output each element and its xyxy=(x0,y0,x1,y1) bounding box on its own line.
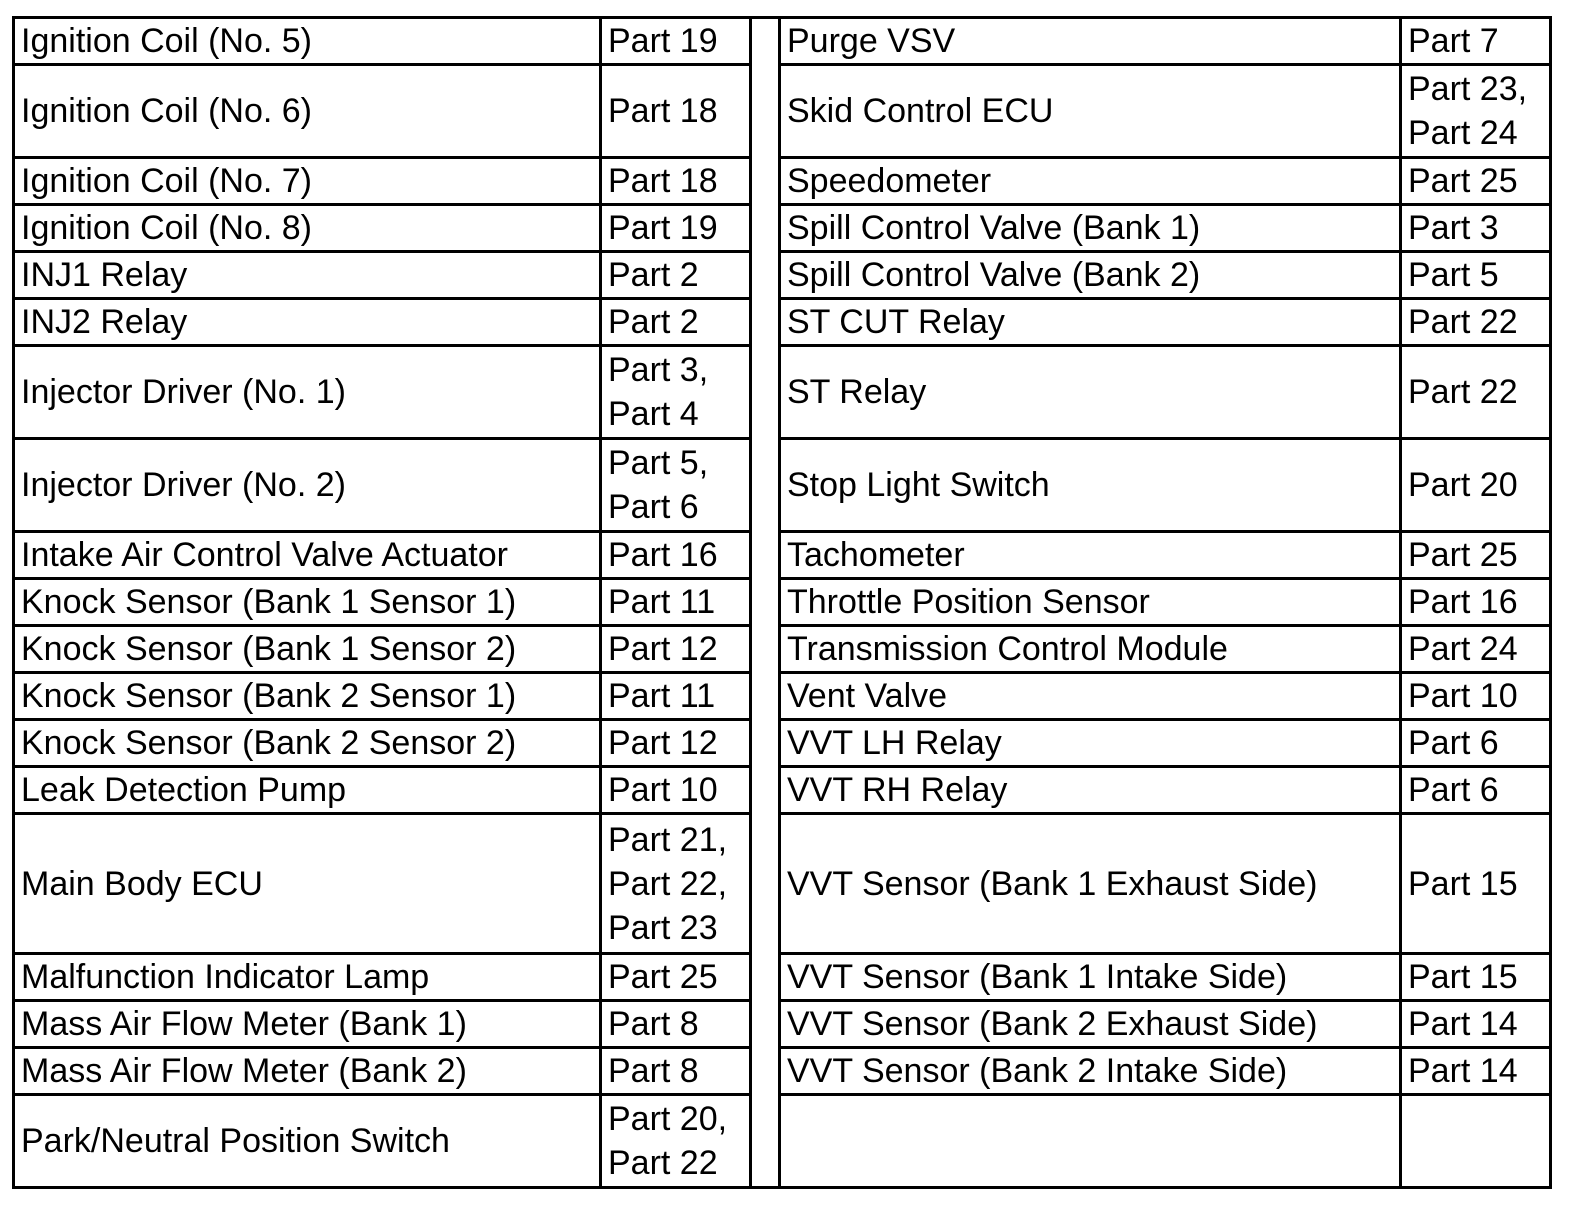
left-part-reference-cell: Part 18 xyxy=(601,158,751,205)
left-part-reference-cell: Part 18 xyxy=(601,65,751,158)
column-gap-cell xyxy=(751,299,780,346)
right-component-name-cell: Spill Control Valve (Bank 1) xyxy=(780,205,1401,252)
column-gap-cell xyxy=(751,954,780,1001)
right-part-reference-cell: Part 5 xyxy=(1401,252,1551,299)
left-component-name-cell: Intake Air Control Valve Actuator xyxy=(14,532,601,579)
left-component-name-cell: Injector Driver (No. 1) xyxy=(14,346,601,439)
left-component-name-cell: Mass Air Flow Meter (Bank 1) xyxy=(14,1001,601,1048)
left-part-reference-cell: Part 3, Part 4 xyxy=(601,346,751,439)
right-part-reference-cell: Part 14 xyxy=(1401,1001,1551,1048)
table-row xyxy=(14,673,1551,720)
table-row xyxy=(14,205,1551,252)
right-component-name-cell: Tachometer xyxy=(780,532,1401,579)
left-component-name-cell: Knock Sensor (Bank 1 Sensor 2) xyxy=(14,626,601,673)
right-part-reference-cell: Part 23, Part 24 xyxy=(1401,65,1551,158)
column-gap-cell xyxy=(751,673,780,720)
table-row xyxy=(14,65,1551,158)
right-part-reference-cell: Part 15 xyxy=(1401,814,1551,954)
right-part-reference-cell: Part 7 xyxy=(1401,18,1551,65)
left-part-reference-cell: Part 10 xyxy=(601,767,751,814)
right-component-name-cell: Transmission Control Module xyxy=(780,626,1401,673)
right-part-reference-cell: Part 22 xyxy=(1401,299,1551,346)
left-component-name-cell: Ignition Coil (No. 8) xyxy=(14,205,601,252)
right-component-name-cell: VVT Sensor (Bank 1 Exhaust Side) xyxy=(780,814,1401,954)
column-gap-cell xyxy=(751,767,780,814)
right-component-name-cell: VVT Sensor (Bank 2 Intake Side) xyxy=(780,1048,1401,1095)
left-component-name-cell: Malfunction Indicator Lamp xyxy=(14,954,601,1001)
right-component-name-cell: Stop Light Switch xyxy=(780,439,1401,532)
left-component-name-cell: Park/Neutral Position Switch xyxy=(14,1095,601,1188)
left-component-name-cell: Knock Sensor (Bank 2 Sensor 2) xyxy=(14,720,601,767)
right-part-reference-cell xyxy=(1401,1095,1551,1188)
column-gap-cell xyxy=(751,814,780,954)
left-part-reference-cell: Part 12 xyxy=(601,626,751,673)
left-component-name-cell: Knock Sensor (Bank 1 Sensor 1) xyxy=(14,579,601,626)
left-component-name-cell: Ignition Coil (No. 6) xyxy=(14,65,601,158)
table-row xyxy=(14,532,1551,579)
left-part-reference-cell: Part 19 xyxy=(601,18,751,65)
table-row xyxy=(14,1048,1551,1095)
right-component-name-cell xyxy=(780,1095,1401,1188)
column-gap-cell xyxy=(751,65,780,158)
table-row xyxy=(14,814,1551,954)
right-component-name-cell: Throttle Position Sensor xyxy=(780,579,1401,626)
table-row xyxy=(14,720,1551,767)
column-gap-cell xyxy=(751,18,780,65)
left-part-reference-cell: Part 20, Part 22 xyxy=(601,1095,751,1188)
right-component-name-cell: VVT Sensor (Bank 2 Exhaust Side) xyxy=(780,1001,1401,1048)
column-gap-cell xyxy=(751,626,780,673)
left-component-name-cell: Knock Sensor (Bank 2 Sensor 1) xyxy=(14,673,601,720)
column-gap-cell xyxy=(751,579,780,626)
right-part-reference-cell: Part 25 xyxy=(1401,158,1551,205)
left-component-name-cell: Main Body ECU xyxy=(14,814,601,954)
column-gap-cell xyxy=(751,1095,780,1188)
right-component-name-cell: VVT RH Relay xyxy=(780,767,1401,814)
right-component-name-cell: Speedometer xyxy=(780,158,1401,205)
column-gap-cell xyxy=(751,158,780,205)
left-component-name-cell: Leak Detection Pump xyxy=(14,767,601,814)
table-row xyxy=(14,954,1551,1001)
right-part-reference-cell: Part 3 xyxy=(1401,205,1551,252)
right-component-name-cell: Spill Control Valve (Bank 2) xyxy=(780,252,1401,299)
left-part-reference-cell: Part 2 xyxy=(601,252,751,299)
table-row xyxy=(14,346,1551,439)
column-gap-cell xyxy=(751,439,780,532)
right-part-reference-cell: Part 22 xyxy=(1401,346,1551,439)
right-component-name-cell: VVT LH Relay xyxy=(780,720,1401,767)
right-part-reference-cell: Part 10 xyxy=(1401,673,1551,720)
left-part-reference-cell: Part 19 xyxy=(601,205,751,252)
left-component-name-cell: Ignition Coil (No. 5) xyxy=(14,18,601,65)
right-component-name-cell: Skid Control ECU xyxy=(780,65,1401,158)
table-row xyxy=(14,158,1551,205)
column-gap-cell xyxy=(751,720,780,767)
right-part-reference-cell: Part 6 xyxy=(1401,720,1551,767)
column-gap-cell xyxy=(751,346,780,439)
right-part-reference-cell: Part 24 xyxy=(1401,626,1551,673)
right-part-reference-cell: Part 15 xyxy=(1401,954,1551,1001)
right-component-name-cell: VVT Sensor (Bank 1 Intake Side) xyxy=(780,954,1401,1001)
right-component-name-cell: Vent Valve xyxy=(780,673,1401,720)
left-part-reference-cell: Part 8 xyxy=(601,1048,751,1095)
table-row xyxy=(14,626,1551,673)
right-part-reference-cell: Part 20 xyxy=(1401,439,1551,532)
right-part-reference-cell: Part 14 xyxy=(1401,1048,1551,1095)
table-row xyxy=(14,1095,1551,1188)
left-component-name-cell: Injector Driver (No. 2) xyxy=(14,439,601,532)
left-component-name-cell: Ignition Coil (No. 7) xyxy=(14,158,601,205)
column-gap-cell xyxy=(751,1001,780,1048)
table-row xyxy=(14,299,1551,346)
right-component-name-cell: ST CUT Relay xyxy=(780,299,1401,346)
right-component-name-cell: ST Relay xyxy=(780,346,1401,439)
table-row xyxy=(14,252,1551,299)
left-part-reference-cell: Part 5, Part 6 xyxy=(601,439,751,532)
table-body xyxy=(14,18,1551,1188)
left-part-reference-cell: Part 11 xyxy=(601,579,751,626)
table-row xyxy=(14,18,1551,65)
left-part-reference-cell: Part 12 xyxy=(601,720,751,767)
column-gap-cell xyxy=(751,252,780,299)
left-part-reference-cell: Part 21, Part 22, Part 23 xyxy=(601,814,751,954)
table-row xyxy=(14,767,1551,814)
left-part-reference-cell: Part 2 xyxy=(601,299,751,346)
left-component-name-cell: INJ2 Relay xyxy=(14,299,601,346)
left-part-reference-cell: Part 8 xyxy=(601,1001,751,1048)
left-part-reference-cell: Part 16 xyxy=(601,532,751,579)
right-part-reference-cell: Part 25 xyxy=(1401,532,1551,579)
table-row xyxy=(14,579,1551,626)
component-index-table xyxy=(12,16,1552,1189)
right-part-reference-cell: Part 16 xyxy=(1401,579,1551,626)
right-component-name-cell: Purge VSV xyxy=(780,18,1401,65)
column-gap-cell xyxy=(751,1048,780,1095)
column-gap-cell xyxy=(751,532,780,579)
column-gap-cell xyxy=(751,205,780,252)
table-row xyxy=(14,1001,1551,1048)
right-part-reference-cell: Part 6 xyxy=(1401,767,1551,814)
left-part-reference-cell: Part 11 xyxy=(601,673,751,720)
table-row xyxy=(14,439,1551,532)
left-part-reference-cell: Part 25 xyxy=(601,954,751,1001)
left-component-name-cell: INJ1 Relay xyxy=(14,252,601,299)
left-component-name-cell: Mass Air Flow Meter (Bank 2) xyxy=(14,1048,601,1095)
